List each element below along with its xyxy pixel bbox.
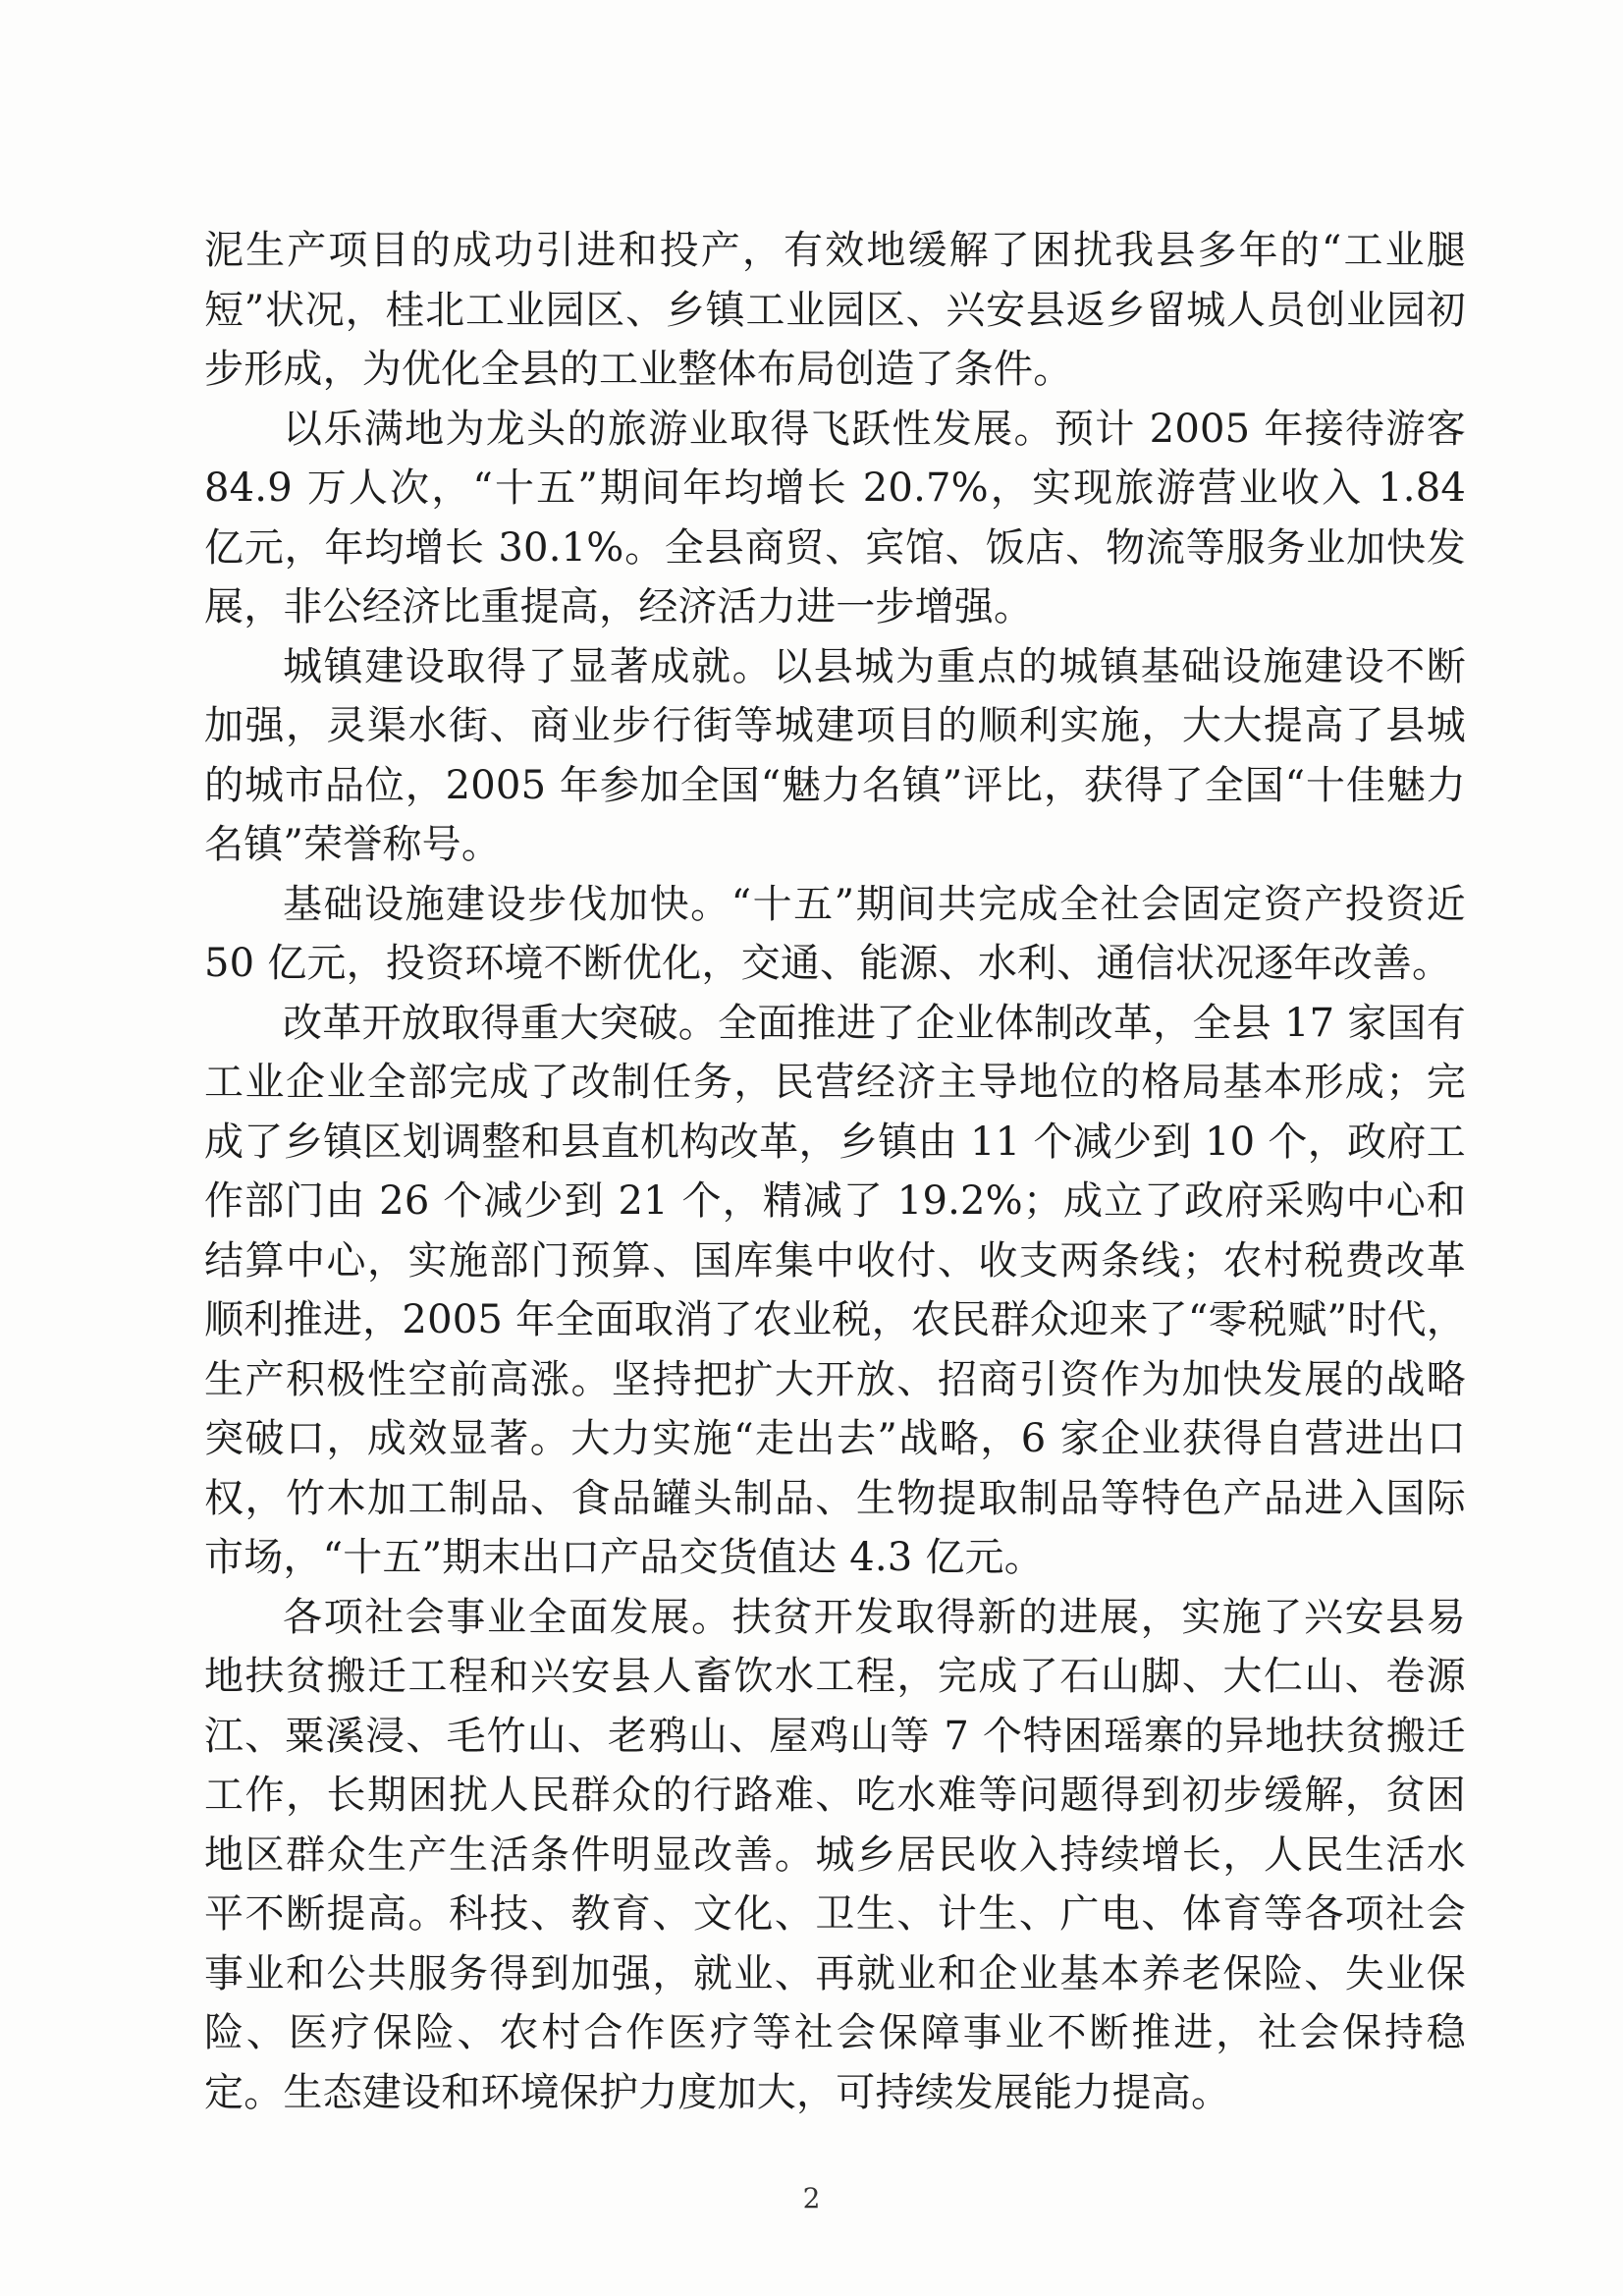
paragraph-industry-continued: 泥生产项目的成功引进和投产，有效地缓解了困扰我县多年的“工业腿短”状况，桂北工业园区、乡镇工业园区、兴安县返乡留城人员创业园初步形成，为优化全县的工业整体布局创造了条件。 — [204, 228, 1466, 392]
paragraph-social-development: 各项社会事业全面发展。扶贫开发取得新的进展，实施了兴安县易地扶贫搬迁工程和兴安县人畜饮水工程，完成了石山脚、大仁山、卷源江、粟溪浸、毛竹山、老鸦山、屋鸡山等 7 个特困瑶寨的异地扶贫搬迁工作，长期困扰人民群众的行路难、吃水难等问题得到初步缓解，贫困地区群众生产生活条件明显改善。城乡居民收入持续增长，人民生活水平不断提高。科技、教育、文化、卫生、计生、广电、体育等各项社会事业和公共服务得到加强，就业、再就业和企业基本养老保险、失业保险、医疗保险、农村合作医疗等社会保障事业不断推进，社会保持稳定。生态建设和环境保护力度加大，可持续发展能力提高。 — [204, 1594, 1466, 2115]
paragraph-infrastructure: 基础设施建设步伐加快。“十五”期间共完成全社会固定资产投资近 50 亿元，投资环境不断优化，交通、能源、水利、通信状况逐年改善。 — [204, 881, 1466, 986]
paragraph-tourism: 以乐满地为龙头的旅游业取得飞跃性发展。预计 2005 年接待游客 84.9 万人次，“十五”期间年均增长 20.7%，实现旅游营业收入 1.84 亿元，年均增长 30.1%。全县商贸、宾馆、饭店、物流等服务业加快发展，非公经济比重提高，经济活力进一步增强。 — [204, 406, 1466, 629]
page-number: 2 — [802, 2182, 821, 2214]
paragraph-urban-construction: 城镇建设取得了显著成就。以县城为重点的城镇基础设施建设不断加强，灵渠水街、商业步行街等城建项目的顺利实施，大大提高了县城的城市品位，2005 年参加全国“魅力名镇”评比，获得了全国“十佳魅力名镇”荣誉称号。 — [204, 643, 1466, 867]
paragraph-reform-opening: 改革开放取得重大突破。全面推进了企业体制改革，全县 17 家国有工业企业全部完成了改制任务，民营经济主导地位的格局基本形成；完成了乡镇区划调整和县直机构改革，乡镇由 11 个减少到 10 个，政府工作部门由 26 个减少到 21 个，精减了 19.2%；成立了政府采购中心和结算中心，实施部门预算、国库集中收付、收支两条线；农村税费改革顺利推进，2005 年全面取消了农业税，农民群众迎来了“零税赋”时代，生产积极性空前高涨。坚持把扩大开放、招商引资作为加快发展的战略突破口，成效显著。大力实施“走出去”战略，6 家企业获得自营进出口权，竹木加工制品、食品罐头制品、生物提取制品等特色产品进入国际市场，“十五”期末出口产品交货值达 4.3 亿元。 — [204, 1000, 1466, 1580]
body-text — [204, 221, 1466, 2122]
